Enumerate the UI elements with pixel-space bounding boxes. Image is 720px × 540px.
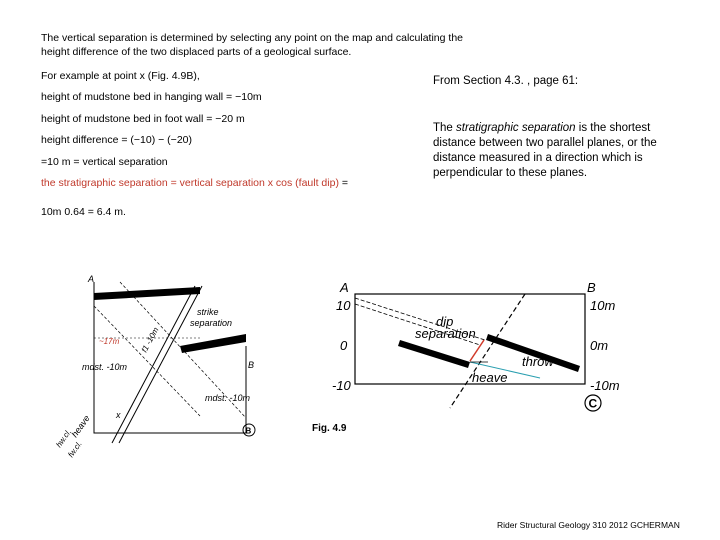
foot-wall-line: height of mudstone bed in foot wall = −20 m bbox=[41, 113, 245, 125]
map-figure bbox=[50, 268, 270, 468]
result-line: 10m 0.64 = 6.4 m. bbox=[41, 206, 126, 218]
figure-caption: Fig. 4.9 bbox=[312, 423, 347, 434]
formula-red-text: the stratigraphic separation = vertical separation x cos (fault dip) bbox=[41, 177, 339, 189]
tick-right-mid: 0m bbox=[590, 338, 609, 353]
foot-wall-label: fw.cl. bbox=[66, 439, 84, 460]
dip-label-2: separation bbox=[415, 326, 476, 341]
tick-left-top: 10 bbox=[336, 298, 351, 313]
formula-line bbox=[41, 176, 348, 190]
height-difference-line: height difference = (−10) − (−20) bbox=[41, 134, 192, 146]
example-line: For example at point x (Fig. 4.9B), bbox=[41, 70, 200, 82]
intro-paragraph: The vertical separation is determined by selecting any point on the map and calculating the height difference of the two displaced parts of a geological surface. bbox=[41, 32, 463, 58]
tick-right-top: 10m bbox=[590, 298, 616, 313]
point-x-label: x bbox=[116, 410, 121, 420]
hanging-wall-line: height of mudstone bed in hanging wall = −10m bbox=[41, 91, 262, 103]
contour-label: f1 -10m bbox=[139, 325, 161, 354]
panel-b-label: B bbox=[245, 426, 252, 436]
throw-label: throw bbox=[522, 354, 554, 369]
quote-rest: is the shortest distance between two parallel planes, or the distance measured in a direction which is perpendicular to these planes. bbox=[433, 122, 657, 179]
section-reference: From Section 4.3. , page 61: bbox=[433, 75, 579, 87]
mudstone-bed-upper bbox=[94, 287, 200, 300]
quote-start: The bbox=[433, 122, 457, 134]
mudstone-bed-lower bbox=[180, 334, 246, 353]
distance-label: ~17m bbox=[99, 337, 120, 346]
quote-emphasis: stratigraphic separation bbox=[456, 122, 576, 134]
contour-line bbox=[94, 306, 200, 416]
section-corner-b: B bbox=[587, 280, 596, 295]
strike-label-1: strike bbox=[197, 307, 219, 317]
tick-left-mid: 0 bbox=[340, 338, 348, 353]
tick-right-bottom: -10m bbox=[590, 378, 620, 393]
vertical-separation-line: =10 m = vertical separation bbox=[41, 156, 168, 168]
heave-label-section: heave bbox=[472, 370, 508, 385]
footer-credit: Rider Structural Geology 310 2012 GCHERMAN bbox=[497, 520, 680, 530]
map-corner-b: B bbox=[248, 360, 255, 370]
heave-label: heave bbox=[69, 413, 92, 440]
mudstone-label-1: mdst. -10m bbox=[82, 362, 128, 372]
strike-label-2: separation bbox=[190, 318, 233, 328]
panel-c-label: C bbox=[588, 396, 598, 411]
hanging-wall-label: hw.cl. bbox=[54, 427, 74, 450]
dip-label-1: dip bbox=[436, 314, 454, 329]
fault-trace bbox=[450, 294, 525, 408]
mudstone-label-2: mdst. -10m bbox=[205, 393, 251, 403]
dip-separation-arrow bbox=[470, 340, 484, 361]
map-corner-a: A bbox=[88, 274, 95, 284]
formula-equals: = bbox=[338, 177, 349, 189]
fault-line-2 bbox=[119, 286, 202, 443]
definition-quote bbox=[433, 121, 683, 181]
tick-left-bottom: -10 bbox=[332, 378, 351, 393]
section-corner-a: A bbox=[340, 280, 349, 295]
section-figure bbox=[300, 278, 640, 443]
bed-hanging-wall bbox=[398, 340, 470, 368]
